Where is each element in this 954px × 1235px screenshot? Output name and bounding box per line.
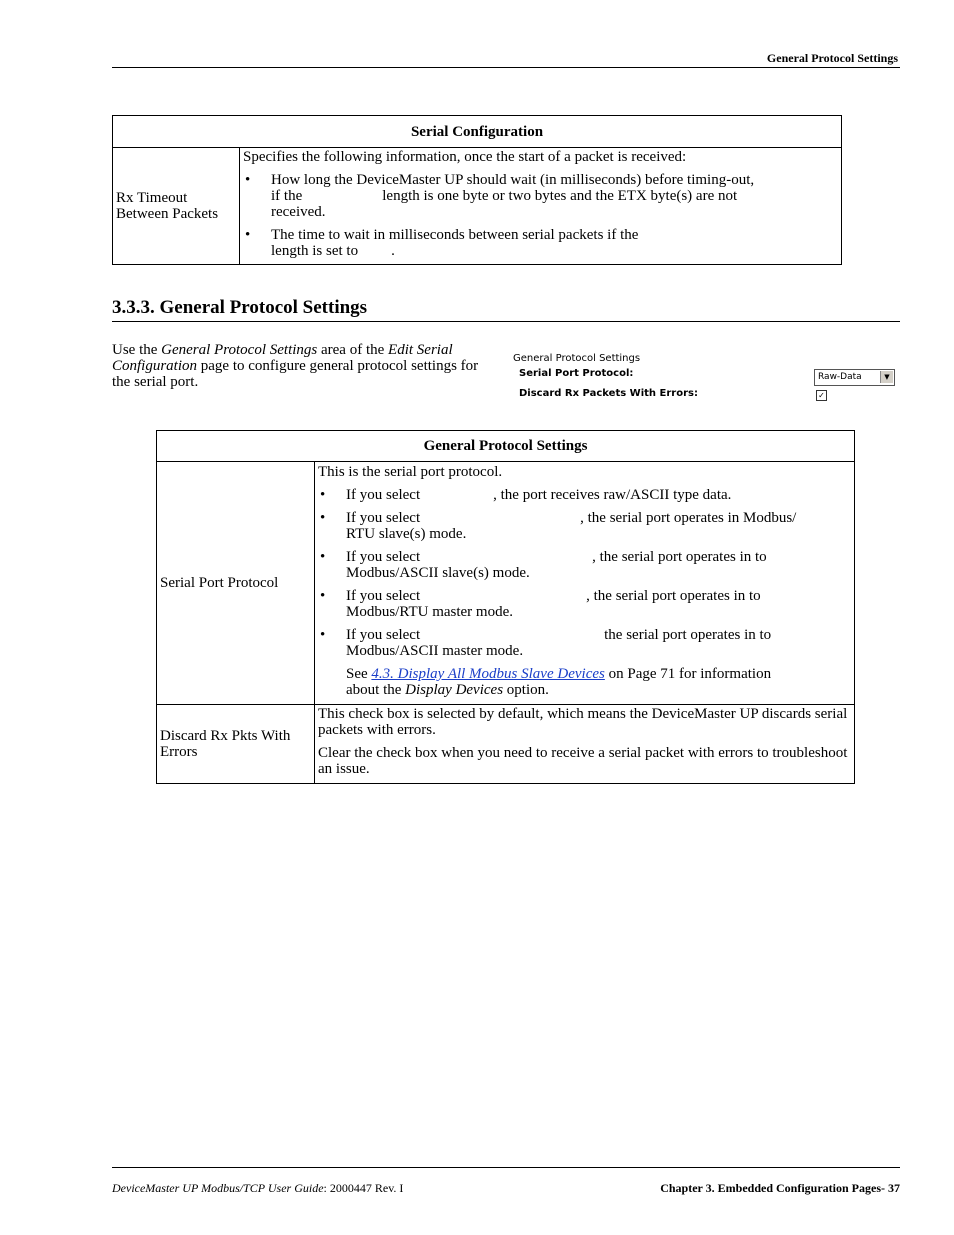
display-all-modbus-slave-devices-link[interactable]: 4.3. Display All Modbus Slave Devices (371, 666, 605, 682)
description-text: Clear the check box when you need to receive a serial packet with errors to troubleshoot an issue. (318, 745, 848, 777)
list-item: • If you select the serial port operates in to Modbus/ASCII master mode. (320, 627, 772, 659)
row-label-discard-rx-pkts: Discard Rx Pkts With Errors (157, 705, 315, 784)
bullet-icon: • (245, 227, 251, 243)
footer-left: DeviceMaster UP Modbus/TCP User Guide: 2000447 Rev. I (112, 1181, 404, 1195)
header-rule (112, 67, 900, 68)
protocol-label: Serial Port Protocol: (519, 368, 634, 379)
see-also-note: See 4.3. Display All Modbus Slave Devices on Page 71 for information about the Display Devices option. (346, 666, 772, 698)
bullet-text: if the length is one byte or two bytes and the ETX byte(s) are not (271, 188, 738, 204)
bullet-icon: • (320, 510, 326, 526)
section-title: General Protocol Settings (159, 297, 368, 318)
row-label-rx-timeout: Rx Timeout Between Packets (113, 148, 240, 265)
bullet-icon: • (320, 627, 326, 643)
row-label-serial-port-protocol: Serial Port Protocol (157, 462, 315, 705)
table-heading: General Protocol Settings (157, 431, 855, 462)
chevron-down-icon: ▼ (880, 371, 893, 383)
serial-configuration-table (112, 115, 842, 265)
row-description (315, 705, 855, 784)
description-text: This check box is selected by default, which means the DeviceMaster UP discards serial packets with errors. (318, 706, 848, 738)
bullet-icon: • (320, 487, 326, 503)
list-item (243, 227, 838, 259)
list-item (243, 172, 838, 220)
section-number: 3.3.3. (112, 297, 155, 318)
list-item: • If you select , the port receives raw/ASCII type data. (320, 487, 732, 503)
bullet-text: The time to wait in milliseconds between serial packets if the (271, 227, 639, 243)
bullet-text: received. (271, 204, 326, 220)
list-item: • If you select , the serial port operates in to Modbus/ASCII slave(s) mode. (320, 549, 767, 581)
serial-port-protocol-select[interactable] (814, 369, 895, 386)
section-intro: Use the General Protocol Settings area of the Edit Serial Configuration page to configure general protocol settings for the serial port. (112, 342, 479, 390)
running-header: General Protocol Settings (766, 51, 898, 65)
footer-right: Chapter 3. Embedded Configuration Pages- 37 (660, 1181, 900, 1195)
list-item: • If you select , the serial port operates in to Modbus/RTU master mode. (320, 588, 761, 620)
bullet-text: length is set to . (271, 243, 395, 259)
section-rule (112, 321, 900, 322)
footer-rule (112, 1167, 900, 1168)
select-value: Raw-Data (818, 372, 862, 382)
discard-errors-checkbox[interactable]: ✓ (816, 390, 827, 401)
description-text: Specifies the following information, once the start of a packet is received: (243, 149, 687, 165)
bullet-text: How long the DeviceMaster UP should wait (in milliseconds) before timing-out, (271, 172, 755, 188)
section-heading (112, 297, 367, 319)
general-protocol-settings-table (156, 430, 855, 784)
table-heading: Serial Configuration (113, 116, 842, 148)
settings-screenshot (512, 352, 902, 404)
group-title: General Protocol Settings (513, 353, 641, 364)
row-description (240, 148, 842, 265)
list-item: • If you select , the serial port operates in Modbus/ RTU slave(s) mode. (320, 510, 797, 542)
row-description (315, 462, 855, 705)
discard-label: Discard Rx Packets With Errors: (519, 388, 698, 399)
bullet-icon: • (245, 172, 251, 188)
description-text: This is the serial port protocol. (318, 464, 503, 480)
bullet-icon: • (320, 588, 326, 604)
bullet-icon: • (320, 549, 326, 565)
